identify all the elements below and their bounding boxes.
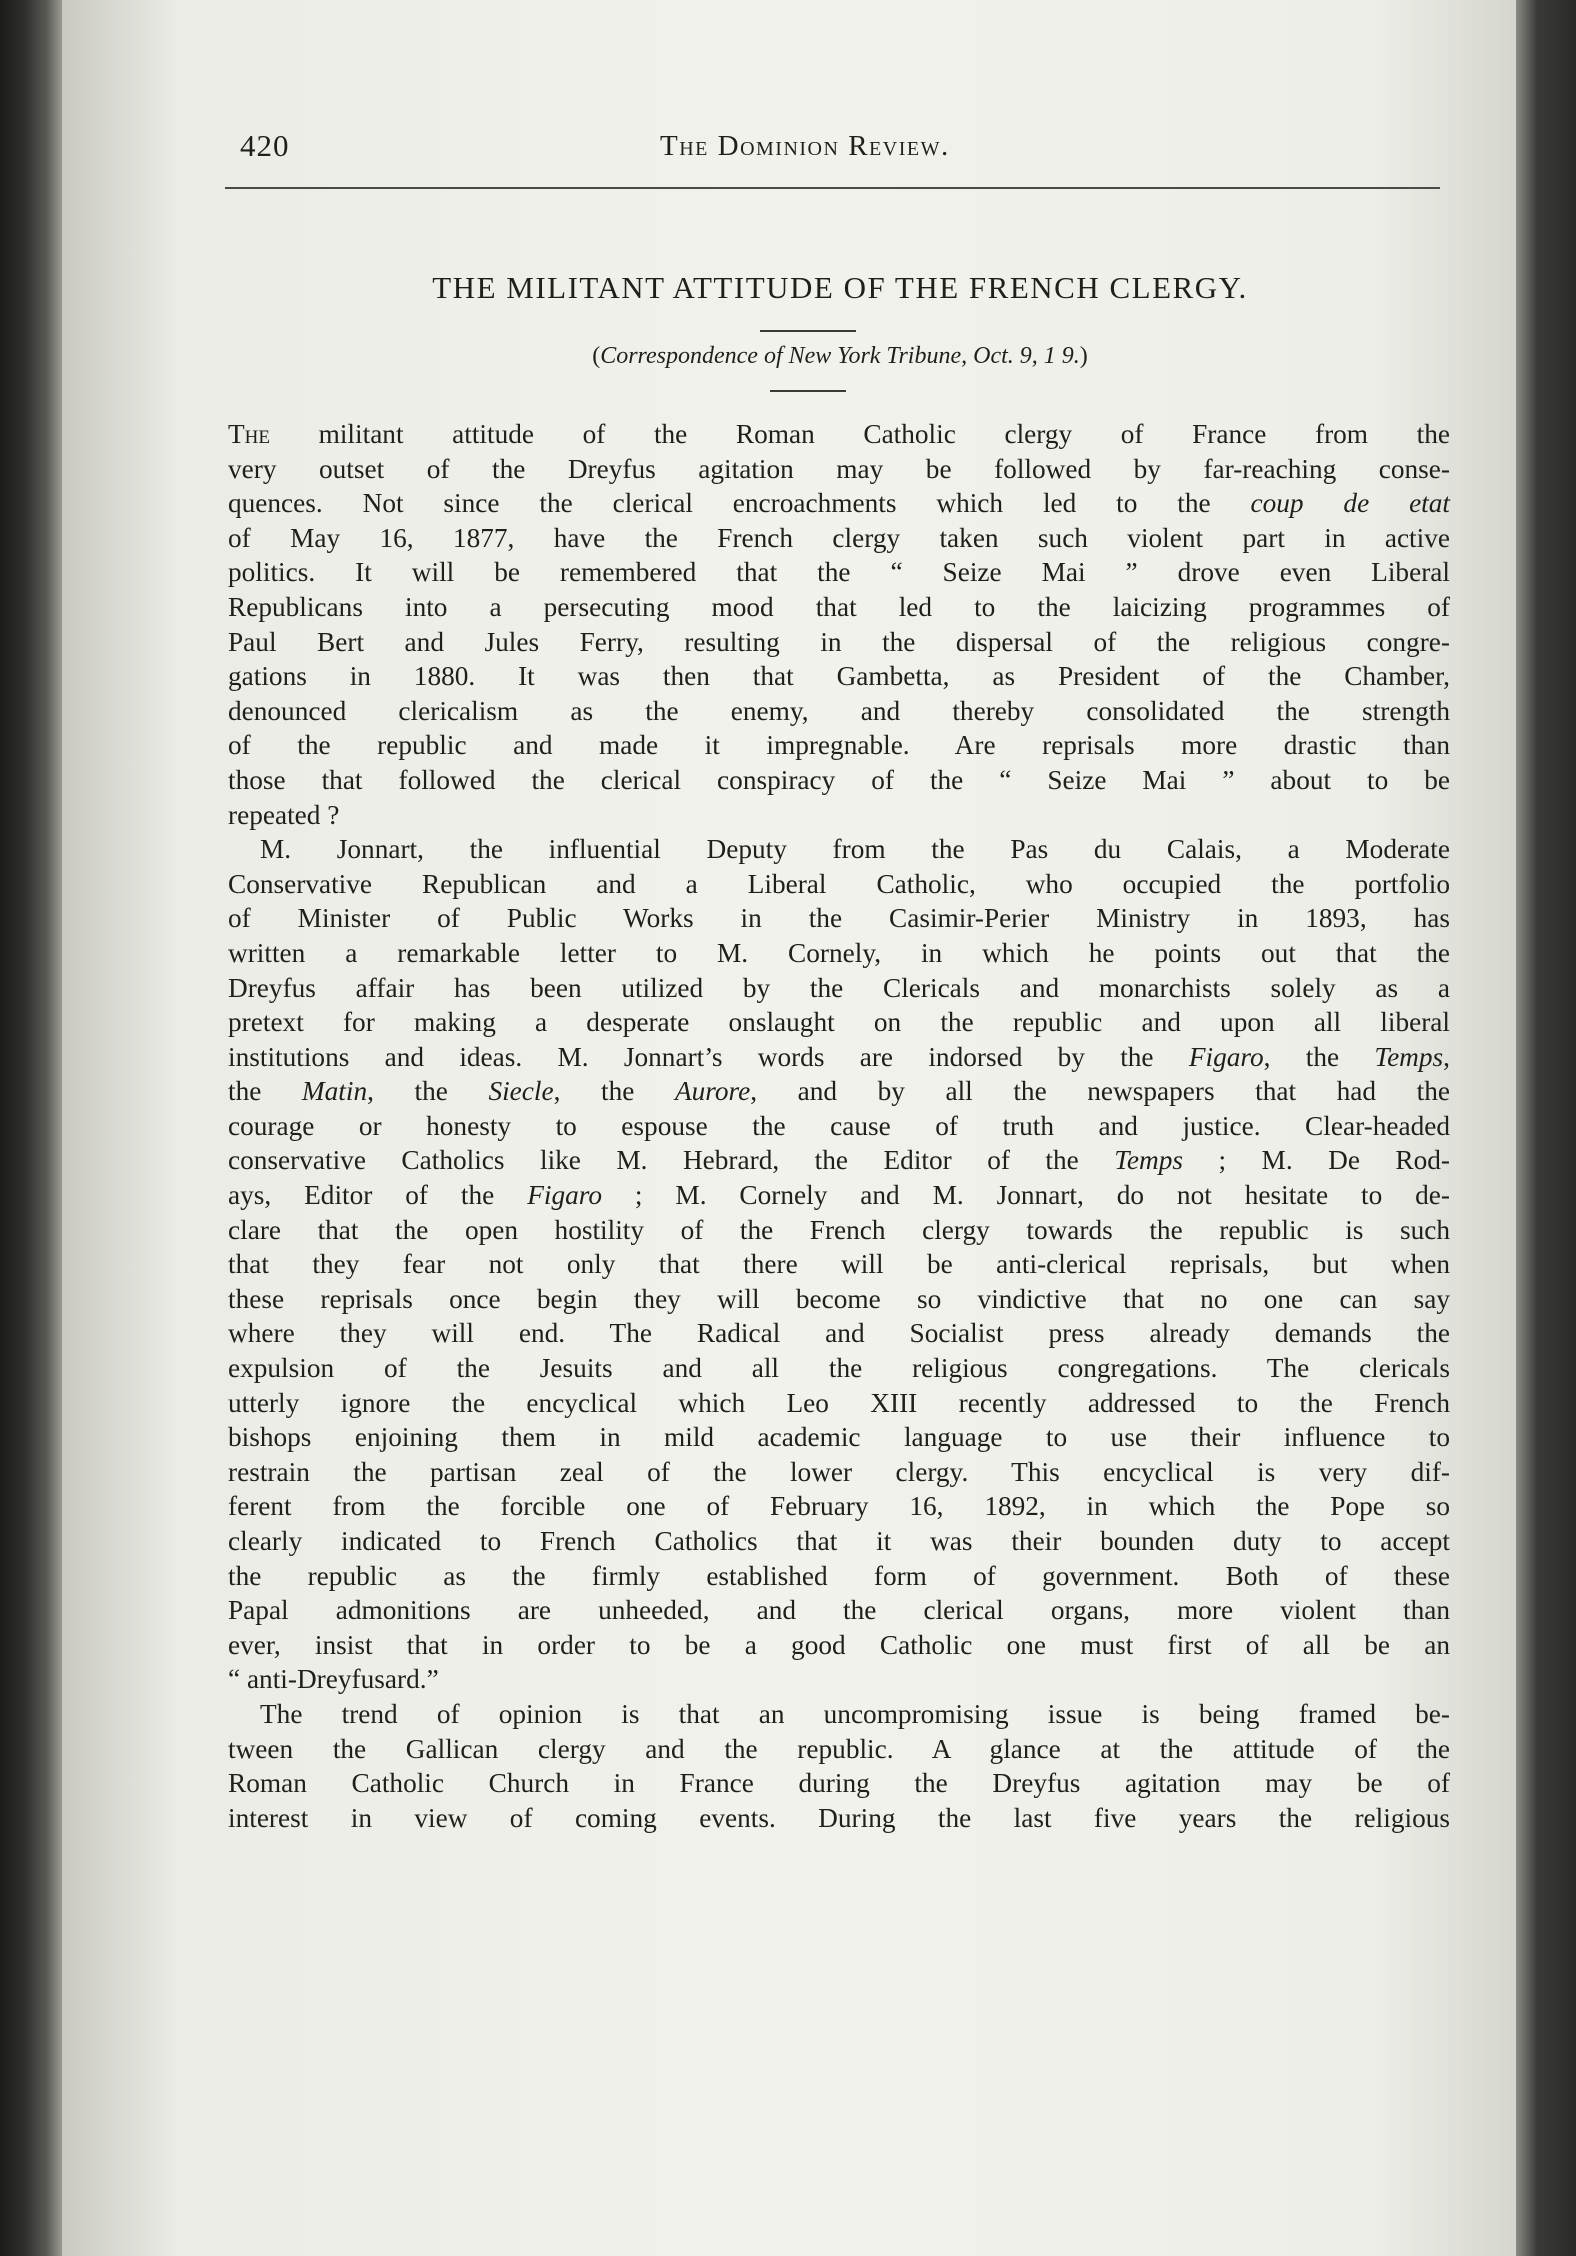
text-line (228, 1524, 1450, 1559)
text-line (228, 1697, 1450, 1732)
text-segment: of May 16, 1877, have the French clergy taken such violent part in active (228, 522, 1450, 553)
page-edge-shadow (1516, 0, 1576, 2256)
italic-text: Temps (1374, 1041, 1444, 1072)
text-segment: ; M. De Rod- (1183, 1145, 1451, 1176)
text-line (228, 1247, 1450, 1282)
text-line (228, 1386, 1450, 1421)
source-date: , Oct. 9, 1 9. (961, 343, 1080, 369)
text-segment: ferent from the forcible one of February 16, 1892, in which the Pope so (228, 1491, 1450, 1522)
article-body (228, 417, 1450, 1835)
text-line (228, 417, 1450, 452)
text-line (228, 1074, 1450, 1109)
article-source (240, 343, 1440, 370)
paragraph (228, 417, 1450, 832)
text-segment: , the (1263, 1041, 1375, 1072)
text-line (228, 1040, 1450, 1075)
italic-text: Siecle (488, 1076, 554, 1107)
italic-text: Figaro (527, 1180, 603, 1211)
text-line (228, 521, 1450, 556)
text-segment: bishops enjoining them in mild academic language to use their influence to (228, 1422, 1450, 1453)
source-close-paren: ) (1079, 343, 1088, 369)
text-line (228, 1143, 1450, 1178)
text-line (228, 1628, 1450, 1663)
text-segment: , and by all the newspapers that had the (750, 1076, 1450, 1107)
text-line (228, 1732, 1450, 1767)
text-line (228, 1420, 1450, 1455)
text-line (228, 694, 1450, 729)
text-segment: ; M. Cornely and M. Jonnart, do not hesitate to de- (602, 1180, 1451, 1211)
text-line (228, 1593, 1450, 1628)
running-head: The Dominion Review. (660, 130, 950, 162)
text-segment: very outset of the Dreyfus agitation may be followed by far-reaching conse- (228, 453, 1450, 484)
source-correspondence: Correspondence of (600, 343, 789, 369)
source-paper: New York Tribune (788, 343, 962, 369)
italic-text: Matin (301, 1076, 368, 1107)
lead-word: The (228, 419, 271, 449)
text-line (228, 1351, 1450, 1386)
text-line (228, 763, 1450, 798)
article-title: THE MILITANT ATTITUDE OF THE FRENCH CLERGY. (432, 270, 1248, 305)
text-segment: courage or honesty to espouse the cause of truth and justice. Clear-headed (228, 1110, 1450, 1141)
text-line (228, 590, 1450, 625)
text-segment: restrain the partisan zeal of the lower clergy. This encyclical is very dif- (228, 1456, 1450, 1487)
text-segment: gations in 1880. It was then that Gambetta, as President of the Chamber, (228, 661, 1450, 692)
italic-text: Temps (1114, 1145, 1184, 1176)
text-line (228, 1316, 1450, 1351)
text-segment: written a remarkable letter to M. Cornely, in which he points out that the (228, 937, 1450, 968)
text-segment: Papal admonitions are unheeded, and the clerical organs, more violent than (228, 1595, 1450, 1626)
book-binding-shadow (0, 0, 62, 2256)
text-segment: Conservative Republican and a Liberal Catholic, who occupied the portfolio (228, 868, 1450, 899)
text-line (228, 867, 1450, 902)
text-segment: Roman Catholic Church in France during the Dreyfus agitation may be of (228, 1768, 1450, 1799)
text-segment: , the (367, 1076, 489, 1107)
text-segment: utterly ignore the encyclical which Leo XIII recently addressed to the French (228, 1387, 1450, 1418)
text-line (228, 901, 1450, 936)
text-line (228, 1109, 1450, 1144)
text-line (228, 971, 1450, 1006)
text-line (228, 1766, 1450, 1801)
header-rule (225, 187, 1440, 189)
title-rule (760, 330, 856, 332)
page-header (240, 128, 1440, 188)
text-segment: tween the Gallican clergy and the republic. A glance at the attitude of the (228, 1733, 1450, 1764)
paragraph (228, 1697, 1450, 1835)
text-segment: of Minister of Public Works in the Casimir-Perier Ministry in 1893, has (228, 903, 1450, 934)
text-line (228, 798, 1450, 833)
text-segment: where they will end. The Radical and Socialist press already demands the (228, 1318, 1450, 1349)
text-line (228, 1801, 1450, 1836)
text-line (228, 1213, 1450, 1248)
text-line (228, 832, 1450, 867)
page-number: 420 (240, 128, 290, 163)
text-line (228, 1559, 1450, 1594)
text-segment: expulsion of the Jesuits and all the religious congregations. The clericals (228, 1353, 1450, 1384)
text-line (228, 1489, 1450, 1524)
text-segment: pretext for making a desperate onslaught on the republic and upon all liberal (228, 1007, 1450, 1038)
text-segment: conservative Catholics like M. Hebrard, the Editor of the (228, 1145, 1115, 1176)
text-line (228, 1662, 1450, 1697)
text-segment: that they fear not only that there will be anti-clerical reprisals, but when (228, 1249, 1450, 1280)
text-segment: denounced clericalism as the enemy, and thereby consolidated the strength (228, 695, 1450, 726)
text-line (228, 659, 1450, 694)
text-segment: ays, Editor of the (228, 1180, 528, 1211)
text-line (228, 1178, 1450, 1213)
text-segment: institutions and ideas. M. Jonnart’s words are indorsed by the (228, 1041, 1189, 1072)
text-segment: politics. It will be remembered that the “ Seize Mai ” drove even Liberal (228, 557, 1450, 588)
text-segment: , the (553, 1076, 675, 1107)
text-line (228, 728, 1450, 763)
text-segment: quences. Not since the clerical encroachments which led to the (228, 488, 1251, 519)
text-segment: of the republic and made it impregnable. Are reprisals more drastic than (228, 730, 1450, 761)
text-segment: clare that the open hostility of the French clergy towards the republic is such (228, 1214, 1450, 1245)
text-line (228, 486, 1450, 521)
text-segment: “ anti-Dreyfusard.” (228, 1664, 439, 1695)
text-segment: M. Jonnart, the influential Deputy from the Pas du Calais, a Moderate (260, 834, 1450, 865)
text-segment: the (228, 1076, 302, 1107)
text-segment: repeated ? (228, 799, 340, 830)
italic-text: coup de etat (1250, 488, 1451, 519)
italic-text: Figaro (1188, 1041, 1264, 1072)
text-segment: those that followed the clerical conspiracy of the “ Seize Mai ” about to be (228, 764, 1450, 795)
text-segment: ever, insist that in order to be a good Catholic one must first of all be an (228, 1629, 1450, 1660)
text-line (228, 1455, 1450, 1490)
text-segment: clearly indicated to French Catholics that it was their bounden duty to accept (228, 1526, 1450, 1556)
text-line (228, 1005, 1450, 1040)
text-segment: Paul Bert and Jules Ferry, resulting in the dispersal of the religious congre- (228, 626, 1450, 657)
source-open-paren: ( (592, 343, 601, 369)
text-line (228, 555, 1450, 590)
source-rule (770, 390, 846, 392)
text-segment: The trend of opinion is that an uncompromising issue is being framed be- (260, 1698, 1450, 1729)
text-segment: Dreyfus affair has been utilized by the Clericals and monarchists solely as a (228, 972, 1450, 1003)
text-line (228, 1282, 1450, 1317)
paragraph (228, 832, 1450, 1697)
text-line (228, 625, 1450, 660)
text-segment: interest in view of coming events. During the last five years the religious (228, 1802, 1450, 1833)
italic-text: Aurore (674, 1076, 751, 1107)
text-line (228, 936, 1450, 971)
text-segment: these reprisals once begin they will become so vindictive that no one can say (228, 1283, 1450, 1314)
text-segment: , (1443, 1041, 1450, 1072)
text-line (228, 452, 1450, 487)
text-segment: militant attitude of the Roman Catholic clergy of France from the (270, 419, 1450, 449)
text-segment: the republic as the firmly established form of government. Both of these (228, 1560, 1450, 1591)
text-segment: Republicans into a persecuting mood that led to the laicizing programmes of (228, 591, 1450, 622)
